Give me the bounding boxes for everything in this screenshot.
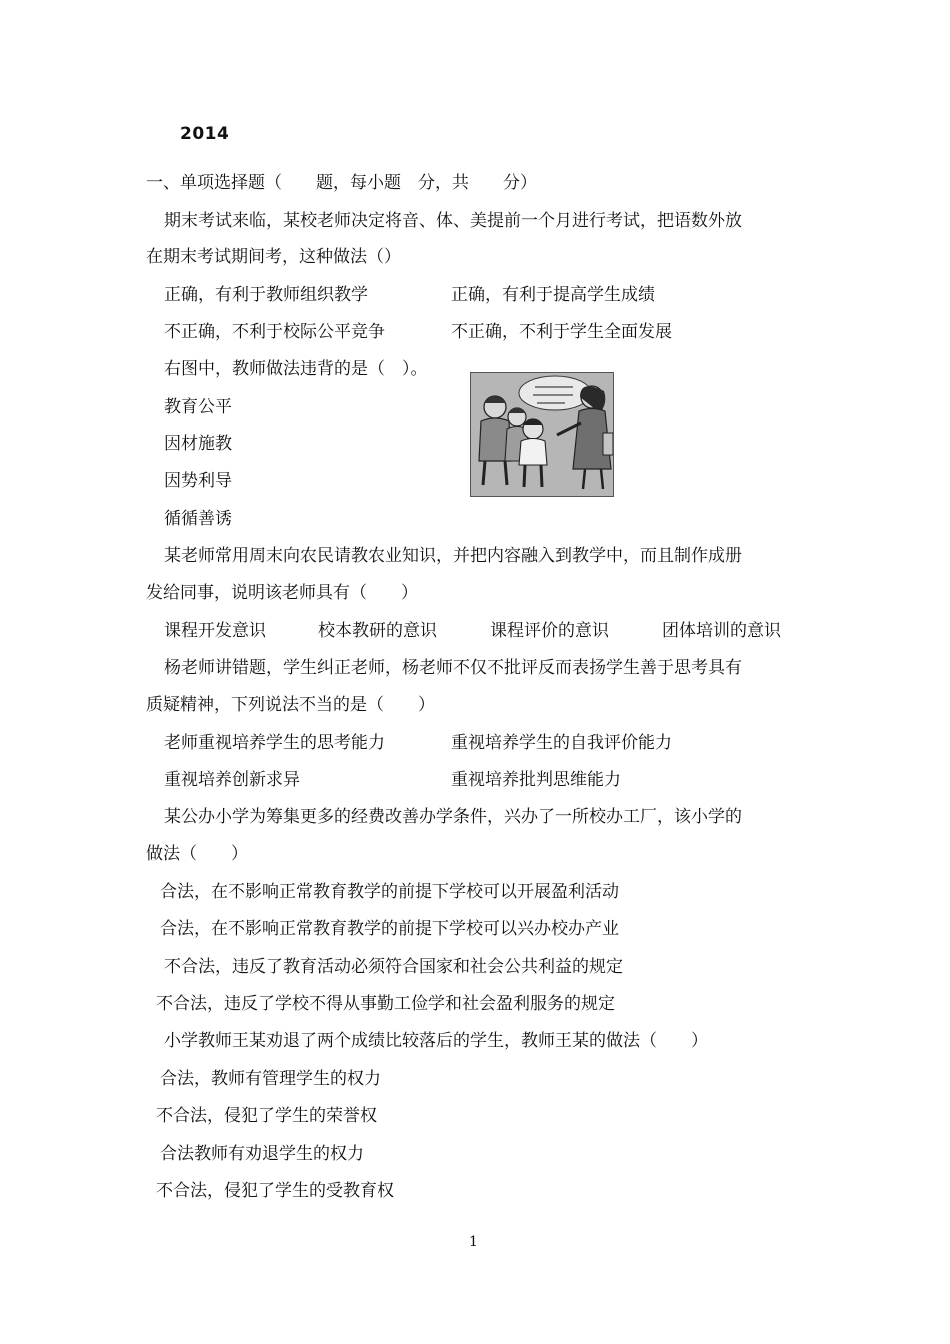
q4-option-b: 重视培养学生的自我评价能力: [451, 733, 672, 753]
q6-option-c: 合法教师有劝退学生的权力: [160, 1144, 364, 1164]
q6-option-a: 合法，教师有管理学生的权力: [160, 1069, 381, 1089]
q6-option-d: 不合法，侵犯了学生的受教育权: [156, 1181, 394, 1201]
q5-option-c: 不合法，违反了教育活动必须符合国家和社会公共利益的规定: [164, 957, 623, 977]
q5-stem-line2: 做法（ ）: [146, 844, 248, 864]
q2-option-c: 因势利导: [164, 471, 232, 491]
q1-stem-line1: 期末考试来临，某校老师决定将音、体、美提前一个月进行考试，把语数外放: [164, 211, 742, 231]
q5-stem-line1: 某公办小学为筹集更多的经费改善办学条件，兴办了一所校办工厂，该小学的: [164, 807, 742, 827]
q3-stem-line2: 发给同事，说明该老师具有（ ）: [146, 583, 418, 603]
q1-option-a: 正确，有利于教师组织教学: [164, 285, 368, 305]
q5-option-d: 不合法，违反了学校不得从事勤工俭学和社会盈利服务的规定: [156, 994, 615, 1014]
q3-option-c: 课程评价的意识: [490, 621, 609, 641]
q1-option-c: 不正确，不利于校际公平竞争: [164, 322, 385, 342]
document-title: 2014: [180, 124, 230, 144]
page-number: 1: [469, 1234, 478, 1250]
q2-option-d: 循循善诱: [164, 509, 232, 529]
q3-option-d: 团体培训的意识: [662, 621, 781, 641]
q4-option-c: 重视培养创新求异: [164, 770, 300, 790]
q5-option-a: 合法，在不影响正常教育教学的前提下学校可以开展盈利活动: [160, 882, 619, 902]
q2-option-a: 教育公平: [164, 397, 232, 417]
cartoon-svg: [471, 373, 613, 496]
q6-option-b: 不合法，侵犯了学生的荣誉权: [156, 1106, 377, 1126]
q5-option-b: 合法，在不影响正常教育教学的前提下学校可以兴办校办产业: [160, 919, 619, 939]
q4-option-d: 重视培养批判思维能力: [451, 770, 621, 790]
q1-option-b: 正确，有利于提高学生成绩: [451, 285, 655, 305]
q3-option-a: 课程开发意识: [164, 621, 266, 641]
classroom-cartoon-illustration: [470, 372, 614, 497]
q1-option-d: 不正确，不利于学生全面发展: [451, 322, 672, 342]
q2-stem: 右图中，教师做法违背的是（ ）。: [164, 359, 428, 379]
q4-stem-line2: 质疑精神，下列说法不当的是（ ）: [146, 695, 435, 715]
q2-option-b: 因材施教: [164, 434, 232, 454]
q1-stem-line2: 在期末考试期间考，这种做法（）: [146, 247, 401, 267]
q4-stem-line1: 杨老师讲错题，学生纠正老师，杨老师不仅不批评反而表扬学生善于思考具有: [164, 658, 742, 678]
q3-option-b: 校本教研的意识: [318, 621, 437, 641]
q6-stem: 小学教师王某劝退了两个成绩比较落后的学生，教师王某的做法（ ）: [164, 1031, 708, 1051]
section-heading: 一、单项选择题（ 题，每小题 分，共 分）: [146, 173, 537, 193]
q3-stem-line1: 某老师常用周末向农民请教农业知识，并把内容融入到教学中，而且制作成册: [164, 546, 742, 566]
q4-option-a: 老师重视培养学生的思考能力: [164, 733, 385, 753]
